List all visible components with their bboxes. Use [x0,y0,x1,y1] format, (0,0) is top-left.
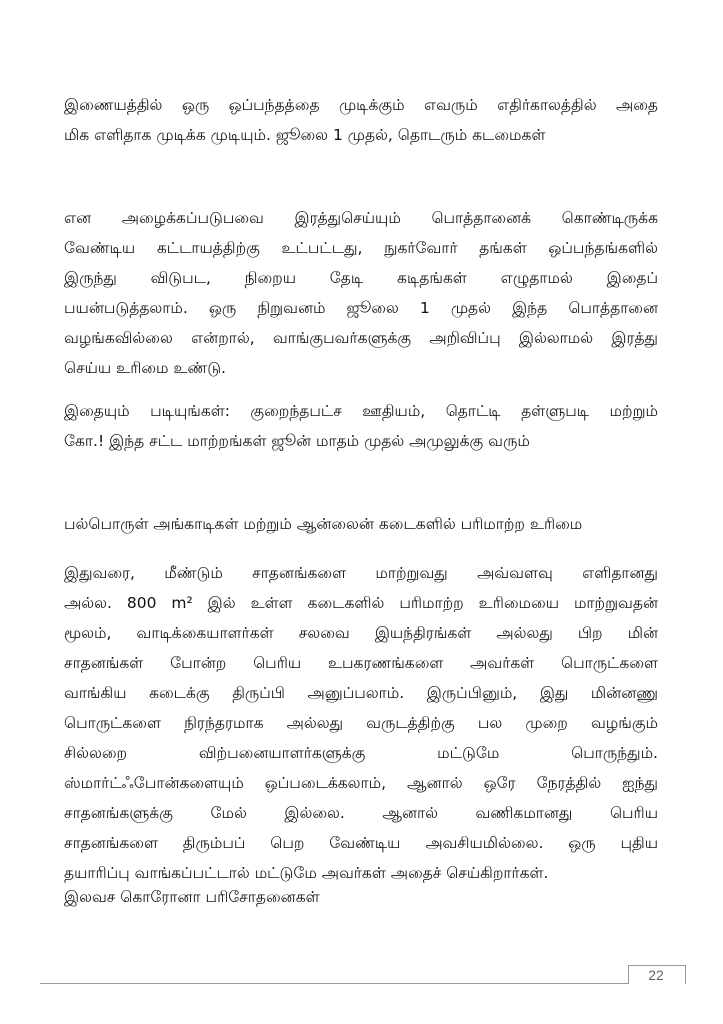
text-line: மூலம், வாடிக்கையாளர்கள் சலவை இயந்திரங்கள் அல்லது பிற மின் [64,624,658,642]
text-line: சாதனங்களுக்கு மேல் இல்லை. ஆனால் வணிகமானது பெரிய [64,804,658,822]
paragraph-online-contracts [64,90,658,150]
text-line: செய்ய உரிமை உண்டு. [64,359,226,377]
page-number: 22 [648,967,664,983]
text-line: வேண்டிய கட்டாயத்திற்கு உட்பட்டது, நுகர்வோர் தங்கள் ஒப்பந்தங்களில் [64,239,658,257]
footer-divider [40,983,685,984]
text-line: கோ.! இந்த சட்ட மாற்றங்கள் ஜூன் மாதம் முதல் அமுலுக்கு வரும் [64,432,530,450]
text-line: ஸ்மார்ட்ஃபோன்களையும் ஒப்படைக்கலாம், ஆனால் ஒரே நேரத்தில் ஐந்து [64,774,658,792]
heading-text: பல்பொருள் அங்காடிகள் மற்றும் ஆன்லைன் கடைகளில் பரிமாற்ற உரிமை [64,515,583,533]
text-line: அல்ல. 800 m² இல் உள்ள கடைகளில் பரிமாற்ற உரிமையை மாற்றுவதன் [64,594,658,612]
section-heading-corona-tests [64,882,658,912]
text-line: சாதனங்கள் போன்ற பெரிய உபகரணங்களை அவர்கள் பொருட்களை [64,654,658,672]
paragraph-read-also [64,396,658,456]
text-line: இருந்து விடுபட, நிறைய தேடி கடிதங்கள் எழுதாமல் இதைப் [64,269,658,287]
paragraph-exchange-right [64,558,658,888]
text-line: இதுவரை, மீண்டும் சாதனங்களை மாற்றுவது அவ்வளவு எளிதானது [64,564,658,582]
text-line: என அழைக்கப்படுபவை இரத்துசெய்யும் பொத்தானைக் கொண்டிருக்க [64,209,658,227]
heading-text: இலவச கொரோனா பரிசோதனைகள் [64,888,320,906]
text-line: சில்லறை விற்பனையாளர்களுக்கு மட்டுமே பொருந்தும். [64,744,658,762]
text-line: இணையத்தில் ஒரு ஒப்பந்தத்தை முடிக்கும் எவரும் எதிர்காலத்தில் அதை [64,96,658,114]
text-line: தயாரிப்பு வாங்கப்பட்டால் மட்டுமே அவர்கள் அதைச் செய்கிறார்கள். [64,864,549,882]
section-heading-exchange-right [64,509,658,539]
text-line: இதையும் படியுங்கள்: குறைந்தபட்ச ஊதியம், தொட்டி தள்ளுபடி மற்றும் [64,402,658,420]
text-line: பொருட்களை நிரந்தரமாக அல்லது வருடத்திற்கு பல முறை வழங்கும் [64,714,658,732]
text-line: சாதனங்களை திரும்பப் பெற வேண்டிய அவசியமில்லை. ஒரு புதிய [64,834,658,852]
text-line: மிக எளிதாக முடிக்க முடியும். ஜூலை 1 முதல், தொடரும் கடமைகள் [64,126,546,144]
text-line: பயன்படுத்தலாம். ஒரு நிறுவனம் ஜூலை 1 முதல் இந்த பொத்தானை [64,299,658,317]
paragraph-cancel-button [64,203,658,383]
text-line: வழங்கவில்லை என்றால், வாங்குபவர்களுக்கு அறிவிப்பு இல்லாமல் இரத்து [64,329,658,347]
text-line: வாங்கிய கடைக்கு திருப்பி அனுப்பலாம். இருப்பினும், இது மின்னணு [64,684,658,702]
